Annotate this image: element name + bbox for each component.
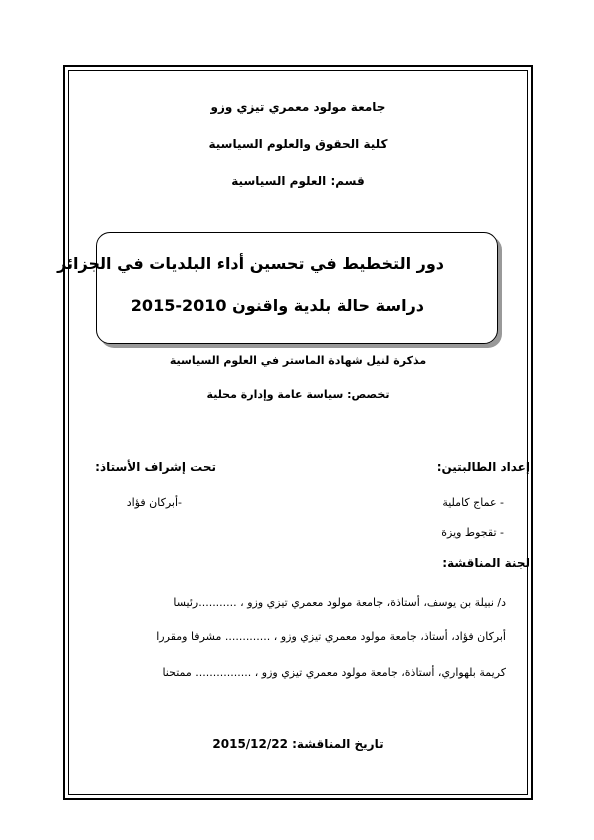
title-box: [96, 232, 498, 344]
committee-member: د/ نبيلة بن يوسف، أستاذة، جامعة مولود معمري تيزي وزو ، ...........رئيسا: [173, 596, 506, 609]
student-name: - عماج كاملية: [442, 496, 504, 509]
specialization: تخصص: سياسة عامة وإدارة محلية: [206, 388, 390, 401]
thesis-subtitle: دراسة حالة بلدية واقنون 2010-2015: [130, 296, 424, 315]
supervisor-name: -أبركان فؤاد: [126, 496, 182, 509]
committee-member: أبركان فؤاد، أستاذ، جامعة مولود معمري تيزي وزو ، ............. مشرفا ومقررا: [156, 630, 506, 643]
faculty-name: كلية الحقوق والعلوم السياسية: [208, 137, 388, 151]
prepared-by-label: إعداد الطالبتين:: [436, 460, 530, 474]
student-name: - تقجوط ويزة: [441, 526, 504, 539]
committee-member: كريمة بلهواري، أستاذة، جامعة مولود معمري تيزي وزو ، ................ ممتحنا: [162, 666, 506, 679]
thesis-title: دور التخطيط في تحسين أداء البلديات في الجزائر: [57, 254, 444, 273]
discussion-date: تاريخ المناقشة: 2015/12/22: [212, 737, 384, 751]
committee-label: لجنة المناقشة:: [442, 556, 530, 570]
supervision-label: تحت إشراف الأستاذ:: [95, 460, 216, 474]
department-name: قسم: العلوم السياسية: [231, 174, 365, 188]
degree-statement: مذكرة لنيل شهادة الماستر في العلوم السياسية: [169, 354, 427, 367]
university-name: جامعة مولود معمري تيزي وزو: [210, 100, 386, 114]
